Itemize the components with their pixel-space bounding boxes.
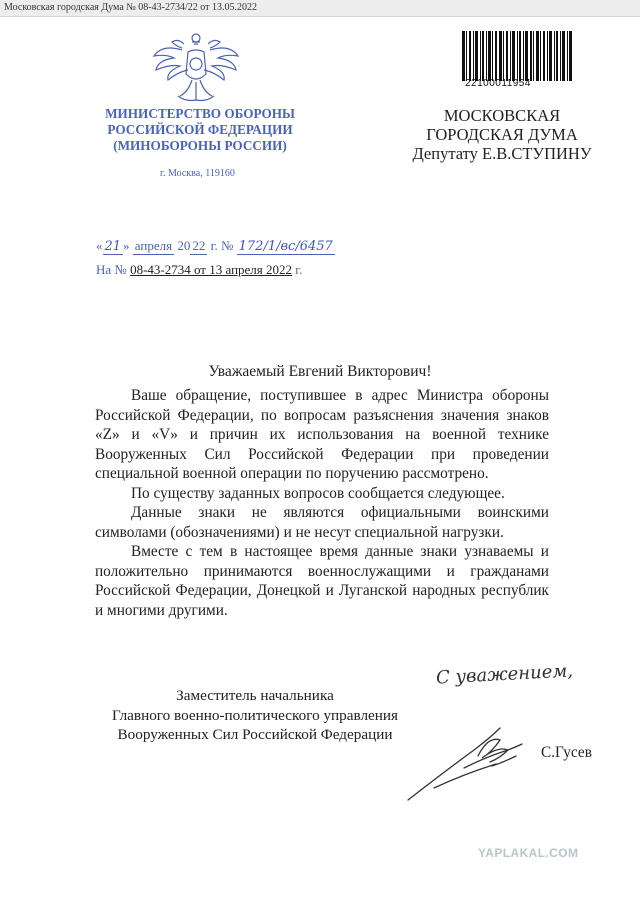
header-caption: Московская городская Дума № 08-43-2734/22 от 13.05.2022 (4, 2, 257, 13)
recipient-block (398, 106, 606, 163)
quote-open: « (96, 238, 103, 253)
sender-line: РОССИЙСКОЙ ФЕДЕРАЦИИ (107, 122, 293, 137)
signature-icon (404, 722, 534, 802)
barcode-number: 22100011954 (465, 78, 531, 89)
sender-block (94, 106, 306, 154)
date-year-suffix: 22 (192, 238, 206, 253)
double-headed-eagle-emblem-icon (148, 30, 244, 106)
date-number-label: г. № (210, 238, 234, 253)
salutation: Уважаемый Евгений Викторович! (208, 363, 432, 380)
signatory-title-line: Вооруженных Сил Российской Федерации (117, 726, 393, 743)
header-caption-bar (0, 0, 640, 17)
letter-dateline (96, 238, 335, 255)
sender-city: г. Москва, 119160 (160, 168, 235, 179)
recipient-line: ГОРОДСКАЯ ДУМА (426, 125, 578, 144)
sender-line: (МИНОБОРОНЫ РОССИИ) (113, 138, 287, 153)
signatory-title-line: Заместитель начальника (176, 687, 334, 704)
signatory-name: С.Гусев (541, 744, 592, 761)
reference-line (96, 262, 302, 278)
letter-body (95, 386, 549, 620)
date-day: 21 (104, 239, 122, 254)
date-year-prefix: 20 (177, 238, 191, 253)
handwritten-closing: С уважением, (435, 660, 574, 689)
signatory-title (92, 686, 418, 745)
quote-close: » (123, 238, 130, 253)
body-paragraph: Вместе с тем в настоящее время данные знаки узнаваемы и положительно принимаются военнослужащими и гражданами Российской Федерации, Донецкой и Луганской народных республик и многими другими. (95, 543, 549, 619)
reference-number: 08-43-2734 от 13 апреля 2022 (130, 262, 293, 277)
body-paragraph: Данные знаки не являются официальными воинскими символами (обозначениями) и не несут специальной нагрузки. (95, 504, 549, 541)
recipient-line: МОСКОВСКАЯ (443, 106, 561, 125)
outgoing-number: 172/1/вс/6457 (238, 239, 333, 254)
body-paragraph: По существу заданных вопросов сообщается следующее. (131, 484, 505, 502)
date-month: апреля (134, 238, 173, 253)
watermark: YAPLAKAL.COM (478, 846, 579, 860)
body-paragraph: Ваше обращение, поступившее в адрес Министра обороны Российской Федерации, по вопросам разъяснения значения знаков «Z» и «V» и причин их использования на военной технике Вооруженных Сил Российской Федерации при проведении специальной военной операции по поручению рассмотрено. (95, 387, 549, 482)
reference-prefix: На № (96, 262, 127, 277)
recipient-line: Депутату Е.В.СТУПИНУ (412, 144, 592, 163)
signatory-title-line: Главного военно-политического управления (111, 706, 399, 724)
sender-line: МИНИСТЕРСТВО ОБОРОНЫ (105, 106, 295, 121)
reference-suffix: г. (295, 262, 303, 277)
